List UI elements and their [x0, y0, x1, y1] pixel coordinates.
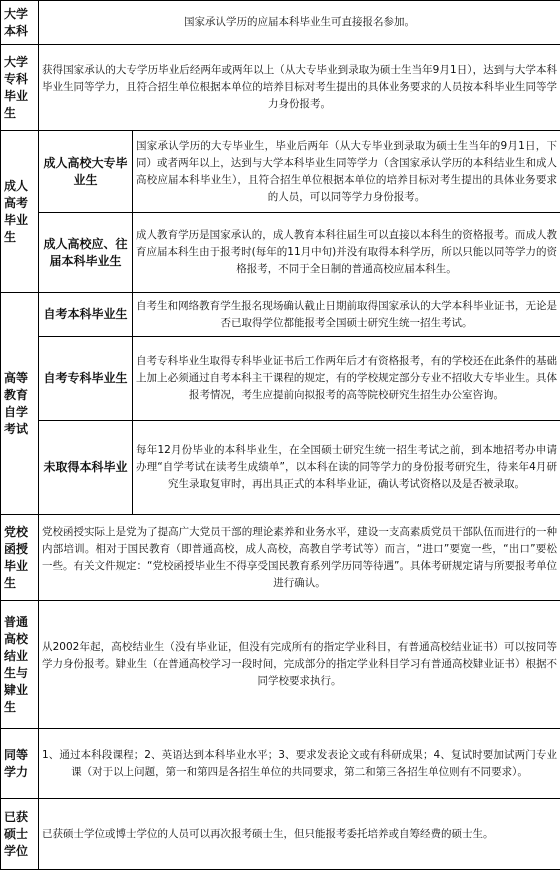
description-incomplete-graduates: 从2002年起，高校结业生（没有毕业证，但没有完成所有的指定学业科目，有普通高校结业证书）可以按同等学力身份报考。肄业生（在普通高校学习一段时间，完成部分的指定学业科目学习有普通高校肄业证书）根据不同学校要求执行。 — [39, 601, 560, 729]
table-row — [1, 45, 560, 131]
description-self-study-bachelor: 自考生和网络教育学生报名现场确认截止日期前取得国家承认的大学本科毕业证书，无论是否已取得学位都能报考全国硕士研究生统一招生考试。 — [133, 293, 560, 337]
description-adult-bachelor: 成人教育学历是国家承认的，成人教育本科往届生可以直接以本科生的资格报考。而成人教育应届本科生由于报考时(每年的11月中旬)并没有取得本科学历，所以只能以同等学力的资格报考，不同于全日制的普通高校应届本科生。 — [133, 213, 560, 293]
sub-self-study-bachelor: 自考本科毕业生 — [39, 293, 133, 337]
category-masters: 已获硕士学位 — [1, 799, 39, 870]
category-adult-exam: 成人高考毕业生 — [1, 131, 39, 293]
category-undergrad: 大学本科 — [1, 1, 39, 45]
description-undergrad: 国家承认学历的应届本科毕业生可直接报名参加。 — [39, 1, 560, 45]
table-row — [1, 601, 560, 729]
table-row — [1, 337, 560, 421]
description-masters: 已获硕士学位或博士学位的人员可以再次报考硕士生，但只能报考委托培养或自筹经费的硕士生。 — [39, 799, 560, 870]
description-equivalent: 1、通过本科段课程；2、英语达到本科毕业水平；3、要求发表论文或有科研成果；4、复试时要加试两门专业课（对于以上问题，第一和第四是各招生单位的共同要求，第二和第三各招生单位则有不同要求）。 — [39, 729, 560, 799]
table-row — [1, 293, 560, 337]
category-party-school: 党校函授毕业生 — [1, 515, 39, 601]
description-self-study-pending: 每年12月份毕业的本科毕业生，在全国硕士研究生统一招生考试之前，到本地招考办申请办理“自学考试在读考生成绩单”，以本科在读的同等学力的身份报考研究生，待来年4月研究生录取复审时，再出具正式的本科毕业证，确认考试资格以及是否被录取。 — [133, 421, 560, 515]
sub-self-study-college: 自考专科毕业生 — [39, 337, 133, 421]
table-row — [1, 729, 560, 799]
description-party-school: 党校函授实际上是党为了提高广大党员干部的理论素养和业务水平，建设一支高素质党员干部队伍而进行的一种内部培训。相对于国民教育（即普通高校，成人高校，高教自学考试等）而言，“进口”要宽一些，“出口”要松一些。有关文件规定：“党校函授毕业生不得享受国民教育系列学历同等待遇”。具体考研规定请与所要报考单位进行确认。 — [39, 515, 560, 601]
description-adult-college: 国家承认学历的大专毕业生，毕业后两年（从大专毕业到录取为硕士生当年的9月1日，下同）或者两年以上，达到与大学本科毕业生同等学力（含国家承认学历的本科结业生和成人高校应届本科毕业生），且符合招生单位根据本单位的培养目标对考生提出的具体业务要求的人员，可以同等学力身份报考。 — [133, 131, 560, 213]
category-junior-college: 大学专科毕业生 — [1, 45, 39, 131]
table-row — [1, 421, 560, 515]
description-junior-college: 获得国家承认的大专学历毕业后经两年或两年以上（从大专毕业到录取为硕士生当年9月1日），达到与大学本科毕业生同等学力，且符合招生单位根据本单位的培养目标对考生提出的具体业务要求的人员按本科毕业生同等学力身份报考。 — [39, 45, 560, 131]
table-row — [1, 515, 560, 601]
category-self-study: 高等教育自学考试 — [1, 293, 39, 515]
description-self-study-college: 自考专科毕业生取得专科毕业证书后工作两年后才有资格报考，有的学校还在此条件的基础上加上必须通过自考本科主干课程的规定，有的学校规定部分专业不招收大专毕业生。具体报考情况，考生应提前向拟报考的高等院校研究生招生办公室咨询。 — [133, 337, 560, 421]
sub-adult-bachelor: 成人高校应、往届本科毕业生 — [39, 213, 133, 293]
table-row — [1, 213, 560, 293]
sub-self-study-pending: 未取得本科毕业 — [39, 421, 133, 515]
table-row — [1, 799, 560, 870]
table-row — [1, 131, 560, 213]
sub-adult-college: 成人高校大专毕业生 — [39, 131, 133, 213]
table-row — [1, 1, 560, 45]
category-equivalent: 同等学力 — [1, 729, 39, 799]
category-incomplete-graduates: 普通高校结业生与肄业生 — [1, 601, 39, 729]
